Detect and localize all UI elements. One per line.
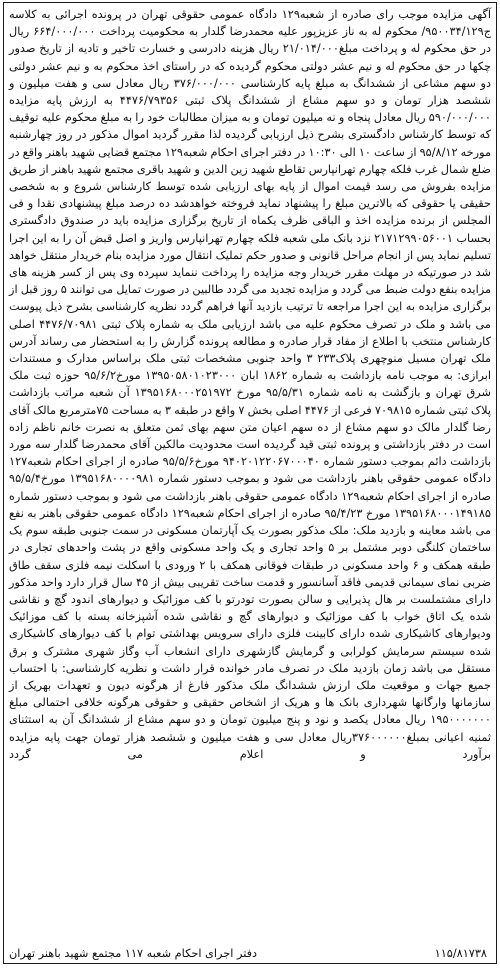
notice-reference-number: ۱۱۵/۸۱۷۳۸	[434, 947, 487, 960]
notice-footer	[9, 945, 491, 963]
notice-signature: دفتر اجرای احکام شعبه ۱۱۷ مجتمع شهید باهنر تهران	[9, 947, 258, 960]
notice-body-text: آگهی مزایده موجب رای صادره از شعبه۱۲۹ دادگاه عمومی حقوقی تهران در پرونده اجرائی به کلاسه ج۹۵۰۰۳۴/۱۲۹/ محکوم له به ناز عزیزپور علیه محمدرضا گلدار به محکومیت پرداخت ۶۶۴/۰۰۰/۰۰۰ ریال در حق محکوم له و پرداخت مبلغ۲۱/۰۱۴/۰۰۰ ریال هزینه دادرسی و خسارت تاخیر و تادیه از تاریخ صدور چکها در حق محکوم له و نیم عشر دولتی محکوم گردیده که در راستای اخذ محکوم به و نیم عشر دولتی دو سهم مشاعی از ششدانگ به مبلغ پایه کارشناسی ۳۷۶/۰۰۰/۰۰۰ ریال معادل سی و هفت میلیون و ششصد هزار تومان و دو سهم مشاع از ششدانگ پلاک ثبتی ۴۴۷۶/۷۹۳۵۶ به ارزش پایه مزایده ۵۹۰/۰۰۰/۰۰۰ ریال معادل پنجاه و نه میلیون تومان و به میزان مطالبات خود را به مبلغ محکوم علیه توقیف که توسط کارشناس دادگستری بشرح ذیل ارزیابی گردیده لذا مقرر گردید اموال مذکور در روز چهارشنبه مورخه ۹۵/۸/۱۲ از ساعت ۱۰ الی ۱۰:۳۰ در دفتر اجرای احکام شعبه۱۲۹ مجتمع قضایی شهید باهنر واقع در ضلع شمال غرب فلکه چهارم تهرانپارس تقاطع شهید زین الدین و شهید باقری مجتمع شهید باهنر از طریق مزایده بفروش می رسد قیمت اموال از پایه بهای ارزیابی شده توسط کارشناس شروع و به شخصی حقیقی یا حقوقی که بالاترین مبلغ را پیشنهاد نماید فروخته خواهدشد ده درصد مبلغ پیشنهادی نقدا و فی المجلس از برنده مزایده اخذ و الباقی ظرف یکماه از تاریخ برگزاری مزایده باید در صندوق دادگستری بحساب ۲۱۷۱۲۹۹۰۵۶۰۰۱ نزد بانک ملی شعبه فلکه چهارم تهرانپارس واریز و اصل قبض آن را به این اجرا تسلیم نماید پس از انجام مراحل قانونی و صدور حکم تملیک انتقال مورد مزایده بنام خریدار منتقل خواهد شد در صورتیکه در مهلت مقرر خریدار وجه مزایده را پرداخت ننماید سپرده وی پس از کسر هزینه های مزایده بنفع دولت ضبط می گردد و مزایده تجدید می گردد طالبین در صورت تمایل می توانند ۵ روز قبل از برگزاری مزایده به این اجرا مراجعه تا ترتیب بازدید آنها فراهم گردد نظریه کارشناسی بشرح ذیل پیوست می باشد و ملک در تصرف محکوم علیه می باشد ارزیابی ملک به شماره پلاک ثبتی ۴۴۷۶/۷۰۹۸۱ اصلی کارشناس منتخب با اطلاع از مفاد قرار صادره و مطالعه پرونده گزارش را به استحضار می رساند آدرس ملک تهران مسیل منوچهری پلاک۲۳۳ ۳ واحد جنوبی مشخصات ثبتی ملک براساس مدارک و مستندات ابرازی: به موجب نامه بازداشت به شماره ۱۸۶۲ ابان ۱۳۹۵۰۵۸۰۱۰۲۳۰۰۰ مورخ۹۵/۶/۲ حوزه ثبت ملک شرق تهران و بازگشت به نامه شماره ۹۵/۵/۳۱ مورخ ۱۳۹۵۱۶۸۰۰۰۲۵۱۹۷۲ آن شعبه مراتب بازداشت پلاک ثبتی شماره ۷۰۹۸۱۵ فرعی از ۴۴۷۶ اصلی بخش ۷ واقع در طبقه ۳ به مساحت ۷۵مترمربع مالک آقای رضا گلدار مالک دو سهم مشاع از ده سهم اعیان متن سهم بهای ثمن متعلق به نصرت خانم ناظم زاده است در دفتر بازداشتی و پرونده ثبتی قید گردیده است محدودیت مالکین آقای محمدرضا گلدار سه مورد بازداشت دائم بموجب دستور شماره ۹۴۰۲۰۱۲۲۰۶۷۰۰۰۴۰ مورخ۹۵/۵/۶ صادره از اجرای احکام شعبه۱۲۷ دادگاه عمومی حقوقی باهنر بازداشت می شود و بموجب دستور شماره ۱۳۹۵۱۶۸۰۰۰۰۹۸۱ مورخ۹۵/۵/۴ صادره از اجرای احکام شعبه۱۲۹ دادگاه عمومی حقوقی باهنر بازداشت می شود و بموجب دستور شماره ۱۳۹۵۱۶۸۰۰۰۱۴۹۱۸۵ مورخ ۹۵/۴/۲۳ صادره از اجرای احکام شعبه۱۲۹ دادگاه عمومی حقوقی باهنر به نفع می باشد معاینه و بازدید ملک: ملک مذکور بصورت یک آپارتمان مسکونی در سمت جنوبی طبقه سوم یک ساختمان کلنگی دوبر مشتمل بر ۵ واحد تجاری و یک واحد مسکونی واقع در پشت واحدهای تجاری در طبقه همکف و ۶ واحد مسکونی در طبقات فوقانی همکف با ۲ ورودی با اسکلت نیمه فلزی سقف طاق ضربی نمای سیمانی قدیمی فاقد آسانسور و قدمت ساخت تقریبی بیش از ۴۵ سال قرار دارد واحد مذکور دارای مشتملست بر هال پذیرایی و سالن بصورت تودرتو با کف موزائیک و دیوارهای اندود گچ و نقاشی شده یک اتاق خواب با کف موزائیک و دیوارهای گچ و نقاشی شده آشپزخانه بسته با کف موزائیک ودیوارهای کاشیکاری شده دارای کابینت فلزی دارای سرویس بهداشتی توام با کف دیوارهای کاشیکاری شده سیستم سرمایش کولرابی و گرمایش گازشهری دارای انشعاب آب وگاز شهری مشترک و برق مستقل می باشد زمان بازدید ملک در تصرف مادر خوانده قرار داشت و نظریه کارشناسی: با احتساب جمیع جهات و موقعیت ملک ارزش ششدانگ ملک مذکور فارغ از هرگونه دیون و تعهدات بهریک از سازمانها وارگانها شهرداری بانک ها و هریک از اشخاص حقیقی و حقوقی هرگونه خلافی احتمالی مبلغ ۱۹۵۰۰۰۰۰۰۰ ریال معادل یکصد و نود و پنج میلیون تومان و دو سهم مشاع از ششدانگ آن به استثنای ثمنیه اعیانی بمبلغ۳۷۶۰۰۰۰۰۰ریال معادل سی و هفت میلیون و ششصد هزار تومان جهت پایه مزایده برآورد و اعلام می گردد	[9, 8, 492, 761]
auction-notice	[3, 2, 497, 964]
